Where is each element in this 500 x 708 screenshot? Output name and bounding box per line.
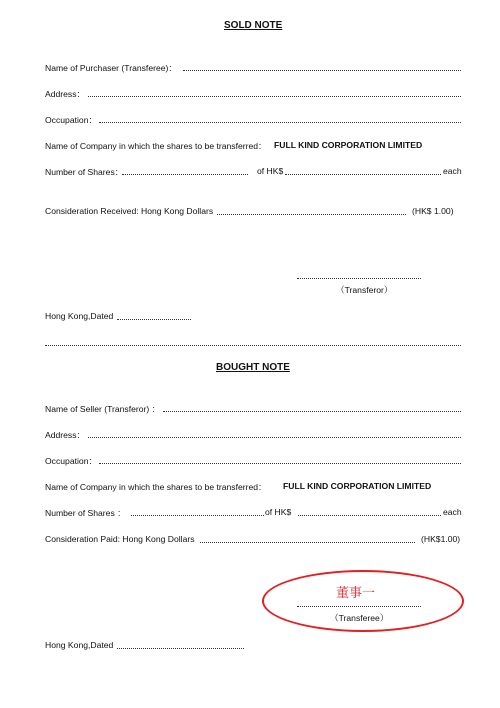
- bought-company-value: FULL KIND CORPORATION LIMITED: [283, 481, 432, 491]
- sold-address-line[interactable]: [88, 96, 461, 97]
- bought-consideration-value: (HK$1.00): [421, 534, 461, 544]
- section-divider: [45, 345, 461, 346]
- bought-dated-line[interactable]: [117, 648, 244, 649]
- sold-consideration-value: (HK$ 1.00): [412, 206, 454, 216]
- sold-occupation-label: Occupation：: [45, 115, 98, 125]
- bought-par-value-line[interactable]: [298, 515, 441, 516]
- bought-address-label: Address：: [45, 430, 86, 440]
- bought-consideration-line[interactable]: [200, 542, 415, 543]
- stamp-text: 董事一: [336, 586, 376, 601]
- sold-of-hk-label: of HK$: [257, 166, 284, 176]
- transferee-signature-line[interactable]: [297, 606, 421, 607]
- seller-line[interactable]: [163, 411, 461, 412]
- seller-label: Name of Seller (Transferor) ：: [45, 404, 161, 414]
- bought-dated-label: Hong Kong,Dated: [45, 640, 114, 650]
- sold-par-value-line[interactable]: [285, 174, 441, 175]
- transferee-caption: （Transferee）: [330, 613, 389, 623]
- bought-shares-line[interactable]: [131, 515, 264, 516]
- sold-note-title: SOLD NOTE: [224, 20, 283, 31]
- bought-company-label: Name of Company in which the shares to be transferred：: [45, 482, 267, 492]
- sold-occupation-line[interactable]: [99, 122, 461, 123]
- sold-shares-line[interactable]: [122, 174, 248, 175]
- sold-company-value: FULL KIND CORPORATION LIMITED: [274, 140, 423, 150]
- sold-dated-label: Hong Kong,Dated: [45, 311, 114, 321]
- sold-company-label: Name of Company in which the shares to be transferred：: [45, 141, 267, 151]
- sold-address-label: Address：: [45, 89, 86, 99]
- bought-occupation-line[interactable]: [99, 463, 461, 464]
- sold-shares-label: Number of Shares：: [45, 167, 124, 177]
- bought-each-label: each: [443, 507, 462, 517]
- transferor-signature-line[interactable]: [297, 278, 421, 279]
- bought-consideration-label: Consideration Paid: Hong Kong Dollars: [45, 534, 195, 544]
- purchaser-label: Name of Purchaser (Transferee)：: [45, 63, 177, 73]
- sold-consideration-label: Consideration Received: Hong Kong Dollars: [45, 206, 214, 216]
- sold-each-label: each: [443, 166, 462, 176]
- transferor-caption: （Transferor）: [336, 285, 393, 295]
- sold-dated-line[interactable]: [117, 319, 191, 320]
- bought-occupation-label: Occupation：: [45, 456, 98, 466]
- bought-of-hk-label: of HK$: [265, 507, 292, 517]
- bought-shares-label: Number of Shares ：: [45, 508, 126, 518]
- purchaser-line[interactable]: [183, 70, 461, 71]
- bought-note-title: BOUGHT NOTE: [216, 362, 290, 373]
- bought-address-line[interactable]: [88, 437, 461, 438]
- sold-consideration-line[interactable]: [217, 214, 406, 215]
